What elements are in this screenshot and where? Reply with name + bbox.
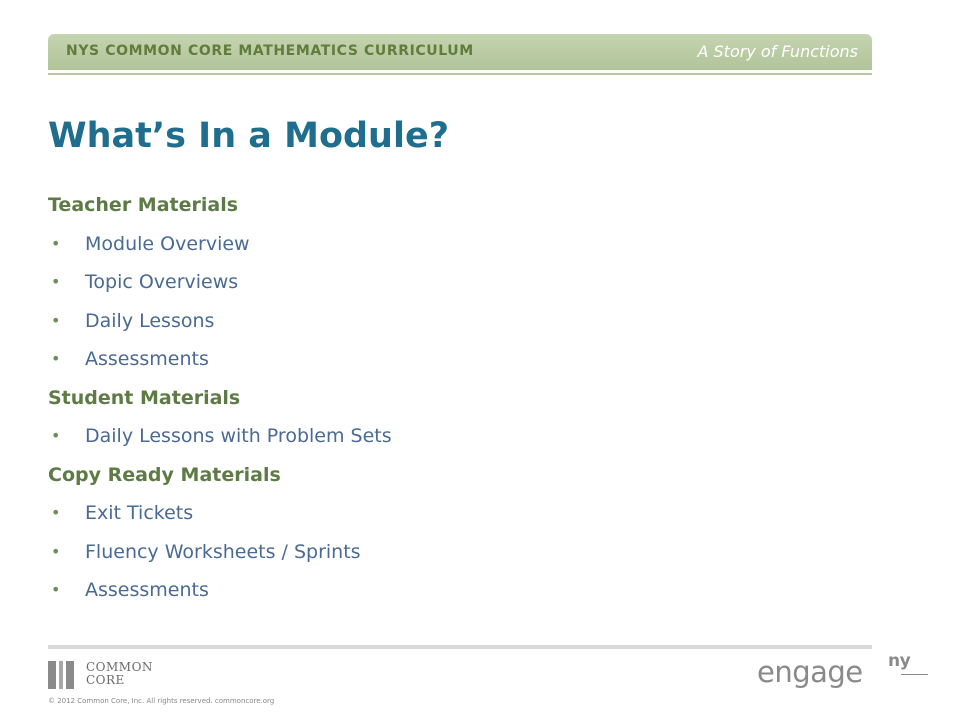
header-divider bbox=[48, 73, 872, 75]
section-heading-copy-ready: Copy Ready Materials bbox=[48, 463, 281, 486]
list-item-label: Assessments bbox=[85, 348, 209, 370]
bullet-icon: • bbox=[51, 272, 61, 291]
list-item-label: Assessments bbox=[85, 579, 209, 601]
list-item bbox=[48, 494, 868, 533]
list-item-label: Fluency Worksheets / Sprints bbox=[85, 540, 361, 563]
list-item bbox=[48, 340, 868, 379]
list-item bbox=[48, 225, 868, 264]
list-item-label: Module Overview bbox=[85, 232, 250, 255]
list-item bbox=[48, 533, 868, 572]
bullet-icon: • bbox=[51, 580, 61, 599]
engage-text: engage bbox=[757, 655, 863, 689]
bullet-icon: • bbox=[51, 349, 61, 368]
section-heading-student: Student Materials bbox=[48, 386, 241, 409]
logo-line-2: CORE bbox=[86, 673, 125, 687]
page-title: What’s In a Module? bbox=[48, 116, 449, 156]
footer-divider bbox=[48, 645, 872, 649]
header-bar bbox=[48, 34, 872, 70]
bullet-icon: • bbox=[51, 503, 61, 522]
common-core-logo bbox=[48, 661, 218, 689]
list-item-label: Topic Overviews bbox=[85, 271, 239, 293]
list-item-label: Exit Tickets bbox=[85, 502, 194, 524]
logo-line-1: COMMON bbox=[86, 660, 153, 674]
section-heading-teacher: Teacher Materials bbox=[48, 194, 239, 216]
bullet-icon: • bbox=[51, 310, 61, 330]
bullet-icon: • bbox=[51, 541, 61, 561]
story-label: A Story of Functions bbox=[697, 42, 858, 61]
list-item bbox=[48, 571, 868, 610]
bullet-icon: • bbox=[51, 233, 61, 253]
engage-ny-text: ny bbox=[888, 651, 911, 671]
list-item bbox=[48, 417, 868, 456]
list-item bbox=[48, 263, 868, 302]
list-item-label: Daily Lessons with Problem Sets bbox=[85, 425, 392, 447]
list-item-label: Daily Lessons bbox=[85, 309, 215, 332]
list-item bbox=[48, 302, 868, 341]
module-contents bbox=[48, 186, 868, 610]
copyright-notice: © 2012 Common Core, Inc. All rights reserved. commoncore.org bbox=[48, 697, 275, 705]
engageny-logo bbox=[757, 651, 911, 689]
bullet-icon: • bbox=[51, 426, 61, 445]
footer-accent-line bbox=[901, 674, 928, 675]
curriculum-label: NYS COMMON CORE MATHEMATICS CURRICULUM bbox=[66, 43, 474, 59]
